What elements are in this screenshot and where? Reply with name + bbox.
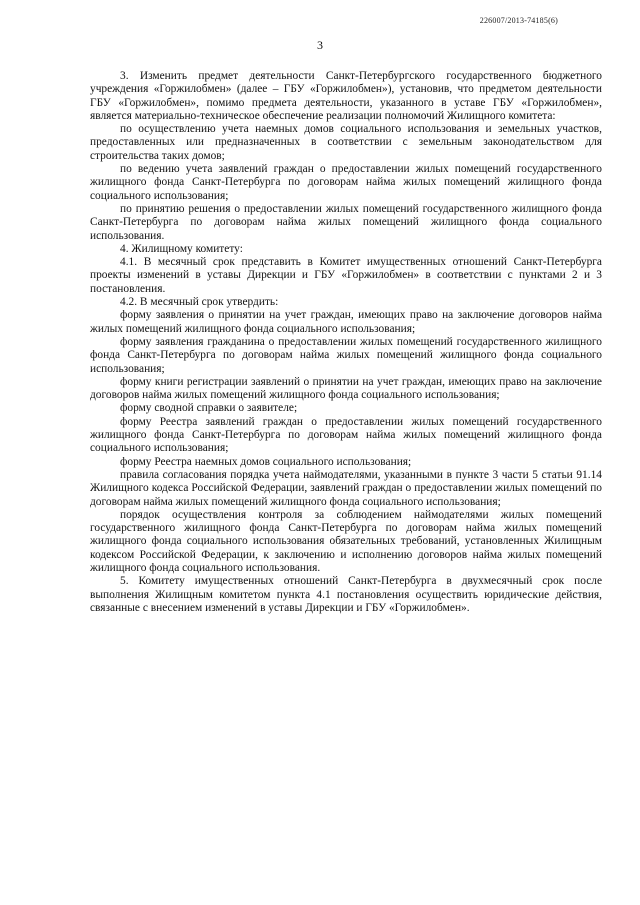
page-number: 3 — [317, 38, 323, 52]
paragraph-4-2-form-summary: форму сводной справки о заявителе; — [120, 402, 298, 415]
document-code: 226007/2013-74185(6) — [479, 16, 558, 25]
paragraph-3-clause-decision: по принятию решения о предоставлении жилых помещений государственного жилищного фонда Санкт-Петербурга по договорам найма жилых помещений жилищного фонда социального использования. — [90, 202, 602, 242]
paragraph-4-2-form-register-houses: форму Реестра наемных домов социального использования; — [120, 455, 412, 468]
document-body — [90, 70, 602, 615]
paragraph-4-2-form-application: форму заявления гражданина о предоставлении жилых помещений государственного жилищного фонда Санкт-Петербурга по договорам найма жилых помещений жилищного фонда социального использования; — [90, 335, 602, 375]
paragraph-4-item: 4. Жилищному комитету: — [120, 242, 243, 255]
paragraph-3-clause-accounting: по осуществлению учета наемных домов социального использования и земельных участков, предоставленных или предназначенных в соответствии с земельным законодательством для строительства таких домов; — [90, 123, 602, 162]
paragraph-4-2-form-book: форму книги регистрации заявлений о принятии на учет граждан, имеющих право на заключение договоров найма жилых помещений жилищного фонда социального использования; — [90, 375, 602, 402]
paragraph-4-2-control-procedure: порядок осуществления контроля за соблюдением наймодателями жилых помещений государственного жилищного фонда Санкт-Петербурга по договорам найма жилых помещений жилищного фонда социального использования обязательных требований, установленных Жилищным кодексом Российской Федерации, к заключению и исполнению договоров найма жилых помещений жилищного фонда социального использования. — [90, 508, 602, 574]
paragraph-5-item: 5. Комитету имущественных отношений Санкт-Петербурга в двухмесячный срок после выполнения Жилищным комитетом пункта 4.1 постановления осуществить юридические действия, связанные с внесением изменений в уставы Дирекции и ГБУ «Горжилобмен». — [90, 575, 602, 614]
paragraph-3-item: 3. Изменить предмет деятельности Санкт-Петербургского государственного бюджетного учреждения «Горжилобмен» (далее – ГБУ «Горжилобмен»), установив, что предметом деятельности ГБУ «Горжилобмен», помимо предмета деятельности, указанного в уставе ГБУ «Горжилобмен», является материально-техническое обеспечение реализации полномочий Жилищного комитета: — [90, 70, 602, 122]
paragraph-4-2-form-register-applications: форму Реестра заявлений граждан о предоставлении жилых помещений государственного жилищного фонда Санкт-Петербурга по договорам найма жилых помещений жилищного фонда социального использования; — [90, 415, 602, 455]
paragraph-4-2: 4.2. В месячный срок утвердить: — [120, 296, 279, 309]
paragraph-4-2-form-registration: форму заявления о принятии на учет граждан, имеющих право на заключение договоров найма жилых помещений жилищного фонда социального использования; — [90, 309, 602, 335]
paragraph-4-1: 4.1. В месячный срок представить в Комитет имущественных отношений Санкт-Петербурга проекты изменений в уставы Дирекции и ГБУ «Горжилобмен» в соответствии с пунктами 2 и 3 постановления. — [90, 256, 602, 295]
paragraph-3-clause-applications: по ведению учета заявлений граждан о предоставлении жилых помещений государственного жилищного фонда Санкт-Петербурга по договорам найма жилых помещений жилищного фонда социального использования; — [90, 163, 602, 202]
paragraph-4-2-rules: правила согласования порядка учета наймодателями, указанными в пункте 3 части 5 статьи 91.14 Жилищного кодекса Российской Федерации, заявлений граждан о предоставлении жилых помещений по договорам найма жилых помещений жилищного фонда социального использования; — [90, 468, 602, 508]
